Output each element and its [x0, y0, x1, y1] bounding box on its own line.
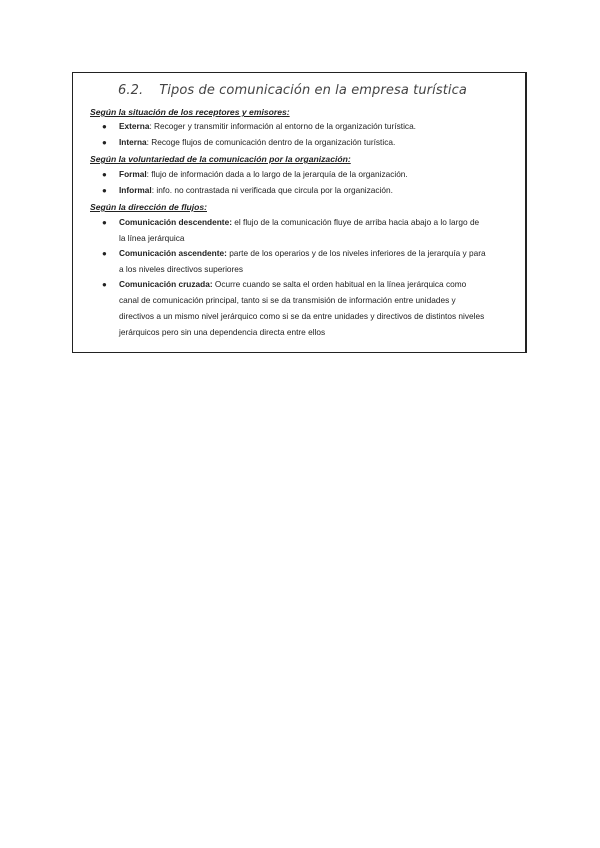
box-right-border	[525, 72, 527, 353]
list-item-continuation: a los niveles directivos superiores	[119, 264, 244, 274]
list-item: Interna: Recoge flujos de comunicación dentro de la organización turística.	[119, 137, 396, 147]
list-item: Formal: flujo de información dada a lo largo de la jerarquía de la organización.	[119, 169, 408, 179]
bullet-icon: ●	[102, 218, 107, 227]
bullet-icon: ●	[102, 170, 107, 179]
list-item: Comunicación ascendente: parte de los operarios y de los niveles inferiores de la jerarquía y para	[119, 248, 486, 258]
group-heading: Según la situación de los receptores y emisores:	[90, 107, 290, 117]
bullet-icon: ●	[102, 249, 107, 258]
section-title	[118, 83, 467, 98]
group-heading: Según la voluntariedad de la comunicación por la organización:	[90, 154, 351, 164]
bullet-icon: ●	[102, 280, 107, 289]
section-box	[72, 72, 527, 353]
list-item: Externa: Recoger y transmitir información al entorno de la organización turística.	[119, 121, 416, 131]
list-item-continuation: la línea jerárquica	[119, 233, 185, 243]
section-number: 6.2.	[118, 83, 144, 98]
list-item: Comunicación descendente: el flujo de la comunicación fluye de arriba hacia abajo a lo largo de	[119, 217, 480, 227]
bullet-icon: ●	[102, 186, 107, 195]
list-item: Informal: info. no contrastada ni verificada que circula por la organización.	[119, 185, 393, 195]
section-title-text: Tipos de comunicación en la empresa turística	[159, 83, 467, 98]
list-item: Comunicación cruzada: Ocurre cuando se salta el orden habitual en la línea jerárquica como	[119, 279, 467, 289]
group-heading: Según la dirección de flujos:	[90, 202, 207, 212]
list-item-continuation: directivos a un mismo nivel jerárquico como si se da entre unidades y directivos de distintos niveles	[119, 311, 485, 321]
bullet-icon: ●	[102, 122, 107, 131]
bullet-icon: ●	[102, 138, 107, 147]
list-item-continuation: jerárquicos pero sin una dependencia directa entre ellos	[119, 327, 326, 337]
list-item-continuation: canal de comunicación principal, tanto si se da transmisión de información entre unidades y	[119, 295, 456, 305]
